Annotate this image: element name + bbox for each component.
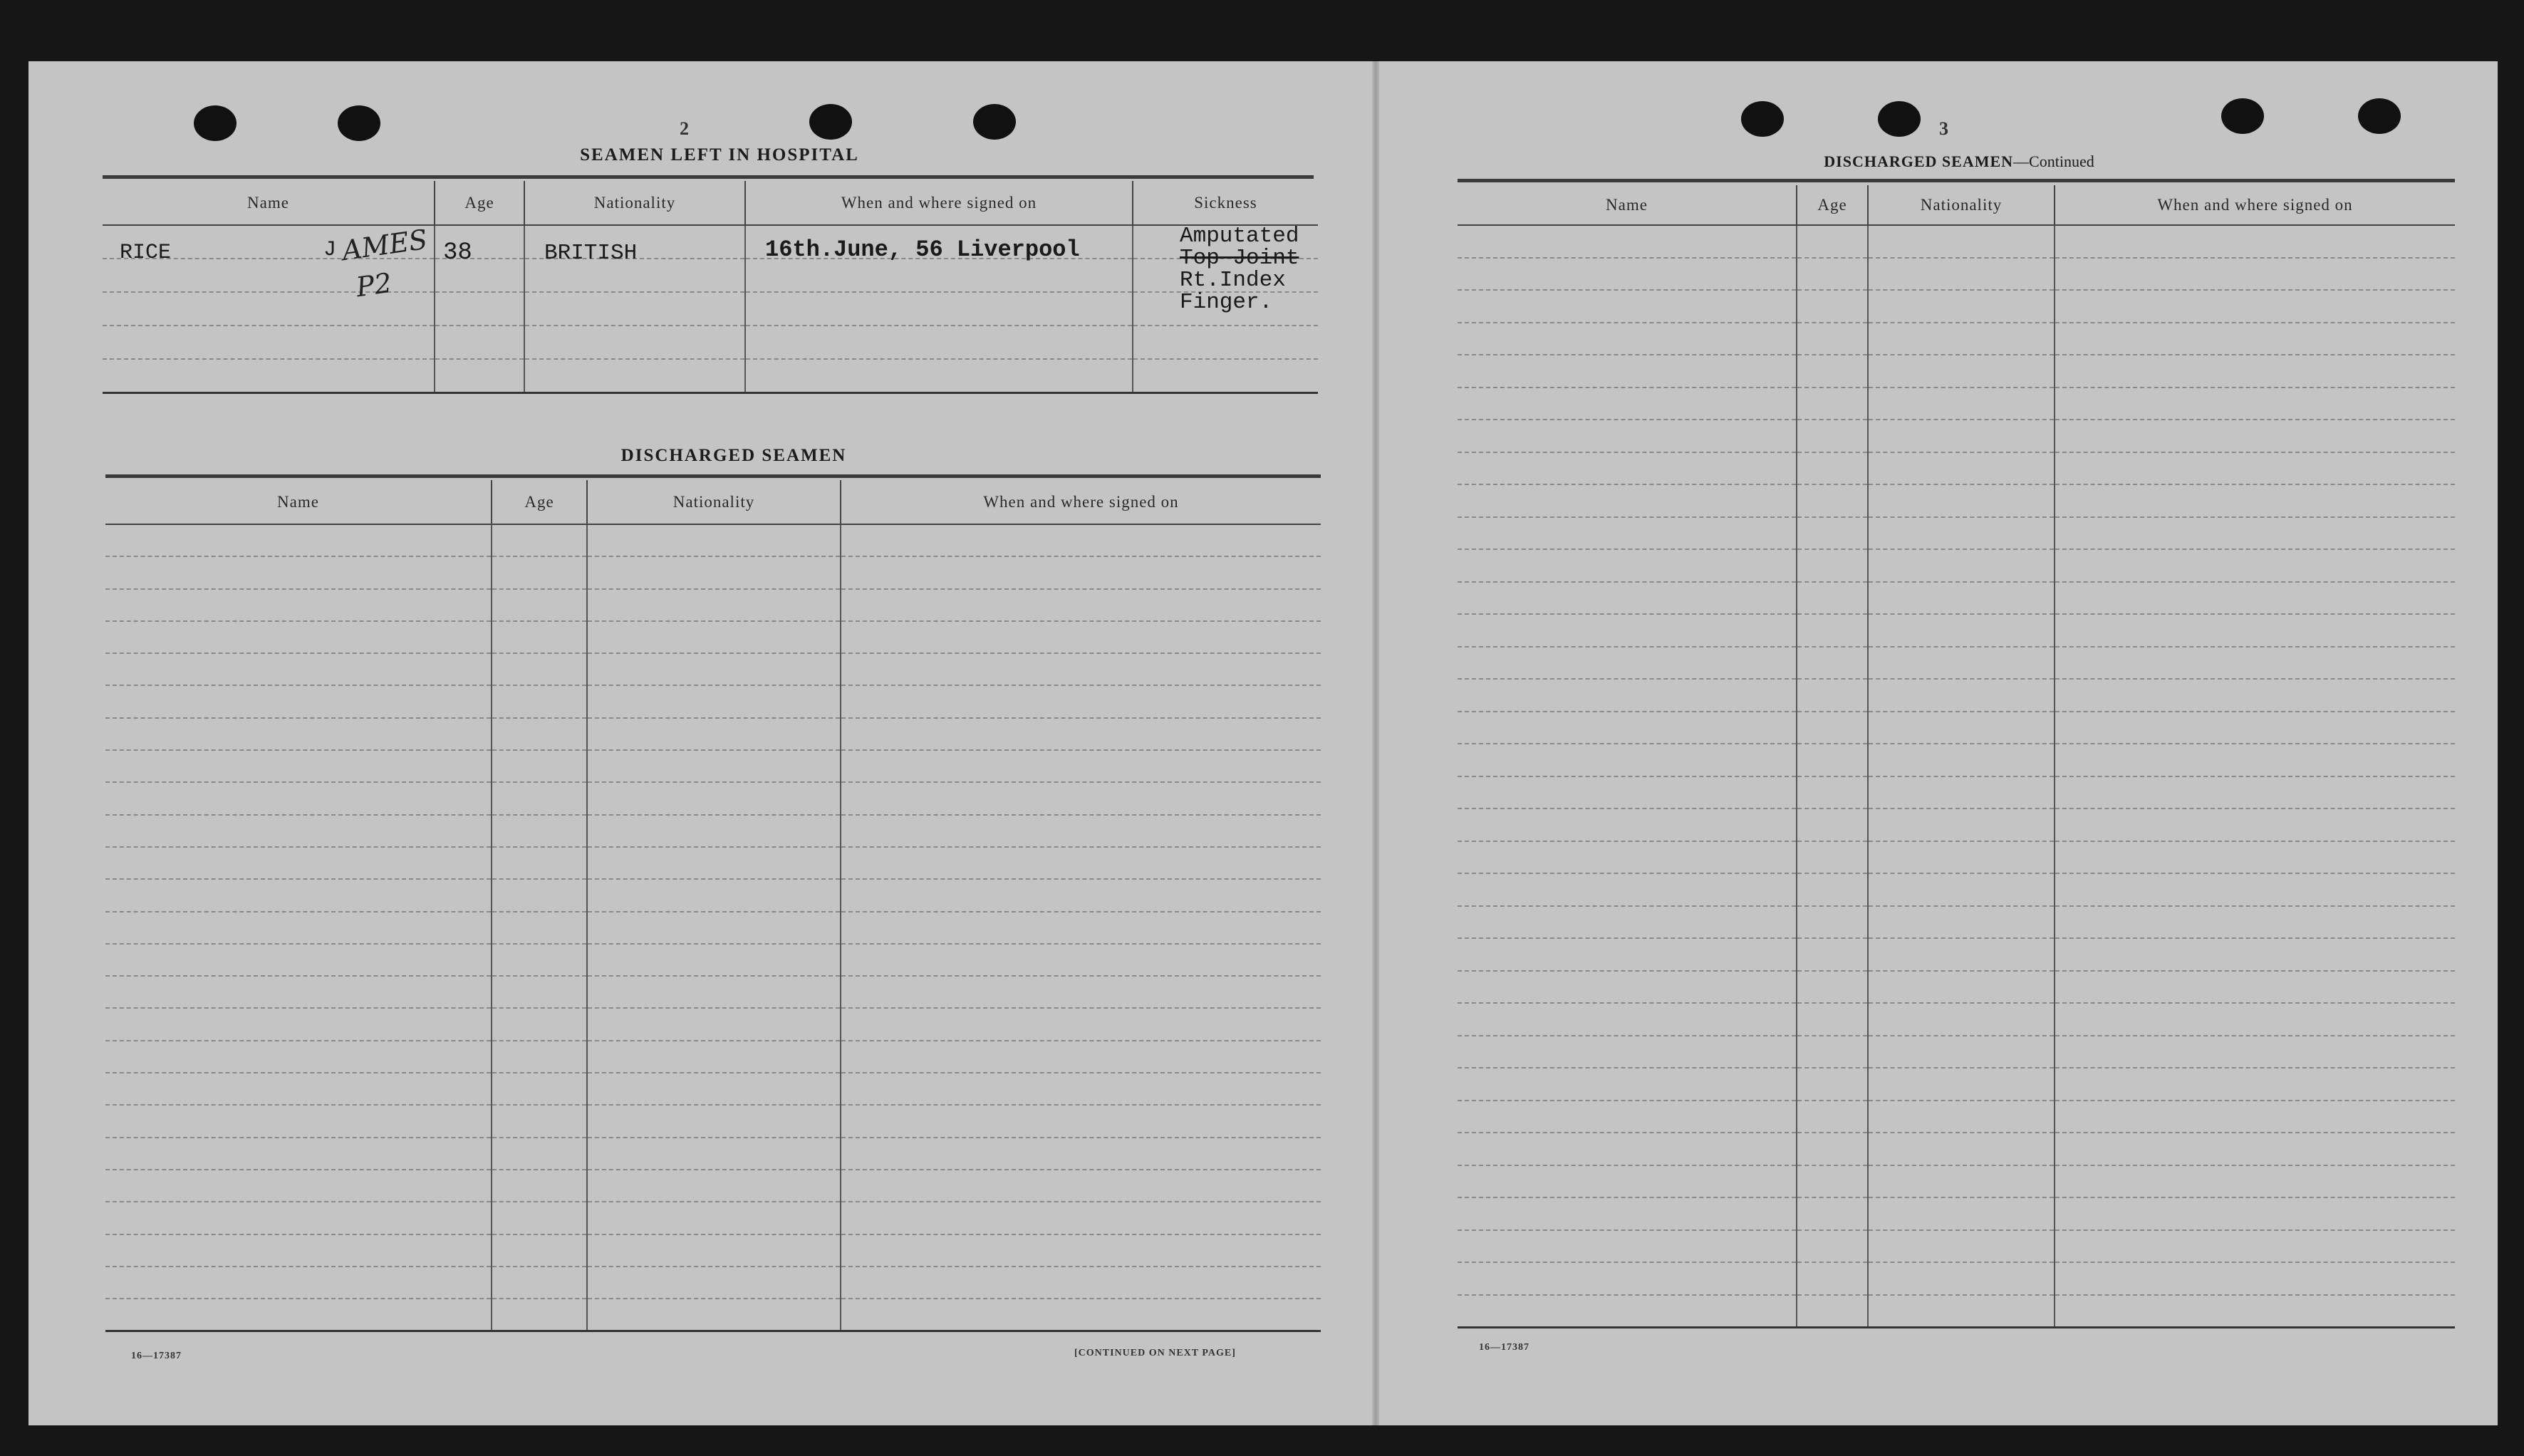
table-row bbox=[1458, 841, 2455, 874]
table-row bbox=[103, 326, 1318, 359]
col-header-nationality: Nationality bbox=[524, 181, 745, 225]
punch-hole bbox=[2358, 98, 2401, 134]
left-form-number: 16—17387 bbox=[131, 1351, 182, 1361]
table-row bbox=[1458, 906, 2455, 939]
punch-hole bbox=[973, 104, 1016, 140]
continued-note: [CONTINUED ON NEXT PAGE] bbox=[1074, 1348, 1236, 1358]
document-sheet bbox=[28, 61, 2498, 1425]
col-header-age: Age bbox=[492, 480, 587, 524]
table-row bbox=[1458, 420, 2455, 452]
table-row bbox=[105, 556, 1321, 588]
right-page-number: 3 bbox=[1939, 118, 1948, 139]
col-header-signed-on: When and where signed on bbox=[841, 480, 1321, 524]
table-row bbox=[1458, 258, 2455, 291]
table-row bbox=[1458, 452, 2455, 485]
table-row bbox=[1458, 355, 2455, 388]
table-row bbox=[105, 912, 1321, 944]
hospital-table bbox=[103, 181, 1318, 394]
table-row bbox=[1458, 1133, 2455, 1165]
table-row bbox=[1458, 1003, 2455, 1036]
sickness-line: Rt.Index bbox=[1180, 268, 1286, 293]
sickness-line: Top Joint bbox=[1180, 246, 1299, 271]
col-header-age: Age bbox=[435, 181, 524, 225]
table-row bbox=[1458, 549, 2455, 582]
sickness-line: Amputated bbox=[1180, 224, 1299, 249]
col-header-nationality: Nationality bbox=[1868, 185, 2055, 225]
table-row bbox=[1458, 517, 2455, 550]
table-row bbox=[105, 1202, 1321, 1234]
table-row bbox=[105, 589, 1321, 621]
right-section-title bbox=[1710, 152, 2208, 171]
punch-hole bbox=[194, 105, 237, 141]
col-header-name: Name bbox=[103, 181, 435, 225]
discharged-continued-table bbox=[1458, 185, 2455, 1328]
table-row bbox=[1458, 323, 2455, 355]
table-row bbox=[105, 621, 1321, 653]
table-row bbox=[1458, 938, 2455, 971]
punch-hole bbox=[1878, 101, 1921, 137]
table-row bbox=[1458, 744, 2455, 776]
table-row bbox=[1458, 712, 2455, 744]
discharged-table bbox=[105, 480, 1321, 1332]
hospital-section-title: SEAMEN LEFT IN HOSPITAL bbox=[580, 145, 859, 165]
table-row bbox=[105, 847, 1321, 879]
col-header-sickness: Sickness bbox=[1133, 181, 1318, 225]
table-row bbox=[105, 1073, 1321, 1105]
table-row bbox=[105, 1299, 1321, 1331]
table-row bbox=[1458, 1101, 2455, 1133]
table-row bbox=[1458, 971, 2455, 1004]
table-row bbox=[105, 1234, 1321, 1267]
table-row bbox=[1458, 1036, 2455, 1068]
punch-hole bbox=[809, 104, 852, 140]
table-row bbox=[1458, 679, 2455, 712]
table-row bbox=[1458, 1165, 2455, 1198]
table-row bbox=[1458, 388, 2455, 420]
table-row bbox=[105, 750, 1321, 782]
punch-hole bbox=[2221, 98, 2264, 134]
discharged-title-rule bbox=[105, 474, 1321, 478]
table-row bbox=[105, 879, 1321, 911]
table-row bbox=[1458, 484, 2455, 517]
table-row bbox=[105, 944, 1321, 976]
table-row bbox=[1458, 225, 2455, 258]
hospital-title-rule bbox=[103, 175, 1314, 179]
table-row bbox=[1458, 1197, 2455, 1230]
discharged-section-title: DISCHARGED SEAMEN bbox=[620, 446, 847, 465]
table-row bbox=[1458, 808, 2455, 841]
punch-hole bbox=[338, 105, 380, 141]
table-row bbox=[105, 976, 1321, 1008]
table-row bbox=[105, 1105, 1321, 1137]
entry-sickness bbox=[1180, 225, 1299, 313]
right-form-number: 16—17387 bbox=[1479, 1342, 1530, 1353]
table-row bbox=[1458, 873, 2455, 906]
table-row bbox=[103, 359, 1318, 392]
table-row bbox=[1458, 1262, 2455, 1295]
table-row bbox=[105, 1041, 1321, 1073]
right-title-main: DISCHARGED SEAMEN bbox=[1824, 152, 2014, 170]
table-row bbox=[105, 524, 1321, 556]
entry-handwritten-name: AMES bbox=[340, 223, 430, 267]
table-row bbox=[1458, 1295, 2455, 1328]
page-fold bbox=[1372, 61, 1379, 1425]
col-header-signed-on: When and where signed on bbox=[2055, 185, 2455, 225]
entry-surname: RICE bbox=[120, 241, 172, 265]
table-row bbox=[1458, 647, 2455, 680]
table-row bbox=[1458, 614, 2455, 647]
table-row bbox=[105, 782, 1321, 814]
table-row bbox=[1458, 776, 2455, 809]
entry-handwritten-note: P2 bbox=[354, 266, 394, 303]
entry-signed-on: 16th.June, 56 Liverpool bbox=[765, 236, 1080, 263]
entry-nationality: BRITISH bbox=[544, 241, 638, 266]
punch-hole bbox=[1741, 101, 1784, 137]
right-title-rule bbox=[1458, 179, 2455, 182]
table-row bbox=[1458, 290, 2455, 323]
col-header-signed-on: When and where signed on bbox=[745, 181, 1133, 225]
table-row bbox=[105, 1138, 1321, 1170]
table-row bbox=[105, 1267, 1321, 1299]
table-row bbox=[105, 685, 1321, 717]
table-row bbox=[105, 1170, 1321, 1202]
col-header-nationality: Nationality bbox=[587, 480, 841, 524]
table-row bbox=[1458, 1230, 2455, 1263]
table-row bbox=[103, 292, 1318, 326]
left-page-number: 2 bbox=[680, 118, 689, 139]
entry-given-initial: J bbox=[323, 238, 337, 262]
col-header-name: Name bbox=[105, 480, 492, 524]
table-row bbox=[103, 225, 1318, 259]
table-row bbox=[105, 1008, 1321, 1040]
sickness-line: Finger. bbox=[1180, 290, 1273, 315]
col-header-age: Age bbox=[1797, 185, 1868, 225]
table-row bbox=[1458, 582, 2455, 615]
table-row bbox=[1458, 1068, 2455, 1101]
entry-age: 38 bbox=[443, 239, 472, 266]
right-title-suffix: —Continued bbox=[2013, 152, 2094, 170]
table-row bbox=[105, 653, 1321, 685]
table-row bbox=[105, 718, 1321, 750]
table-row bbox=[103, 259, 1318, 292]
col-header-name: Name bbox=[1458, 185, 1797, 225]
table-row bbox=[105, 815, 1321, 847]
